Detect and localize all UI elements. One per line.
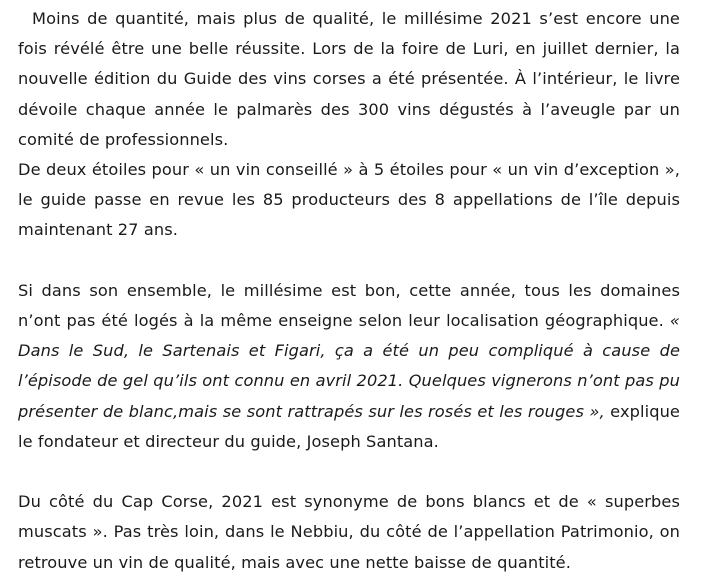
paragraph-vintage-intro: Moins de quantité, mais plus de qualité, le millésime 2021 s’est encore une fois révélé être une belle réussite. Lors de la foire de Luri, en juillet dernier, la nouvelle édition du Guide des vins corses a été présentée. À l’intérieur, le livre dévoile chaque année le palmarès des 300 vins dégustés à l’aveugle par un comité de professionnels. [18, 9, 680, 149]
article-body [18, 4, 680, 578]
paragraph-spacer [18, 457, 680, 487]
quote-attribution: explique le fondateur et directeur du guide, Joseph Santana. [18, 401, 680, 451]
paragraph-guide-stars: De deux étoiles pour « un vin conseillé » à 5 étoiles pour « un vin d’exception », le guide passe en revue les 85 producteurs des 8 appellations de l’île depuis maintenant 27 ans. [18, 160, 680, 240]
paragraph-spacer [18, 246, 680, 276]
paragraph-cap-corse: Du côté du Cap Corse, 2021 est synonyme de bons blancs et de « superbes muscats ». Pas très loin, dans le Nebbiu, du côté de l’appellation Patrimonio, on retrouve un vin de qualité, mais avec une nette baisse de quantité. [18, 492, 680, 572]
santana-quote: « Dans le Sud, le Sartenais et Figari, ça a été un peu compliqué à cause de l’épisode de gel qu’ils ont connu en avril 2021. Quelques vignerons n’ont pas pu présenter de blanc,mais se sont rattrapés sur les rosés et les rouges », [18, 311, 680, 421]
paragraph-regional-results [18, 276, 680, 457]
regional-intro-text: Si dans son ensemble, le millésime est bon, cette année, tous les domaines n’ont pas été logés à la même enseigne selon leur localisation géographique. [18, 280, 680, 331]
